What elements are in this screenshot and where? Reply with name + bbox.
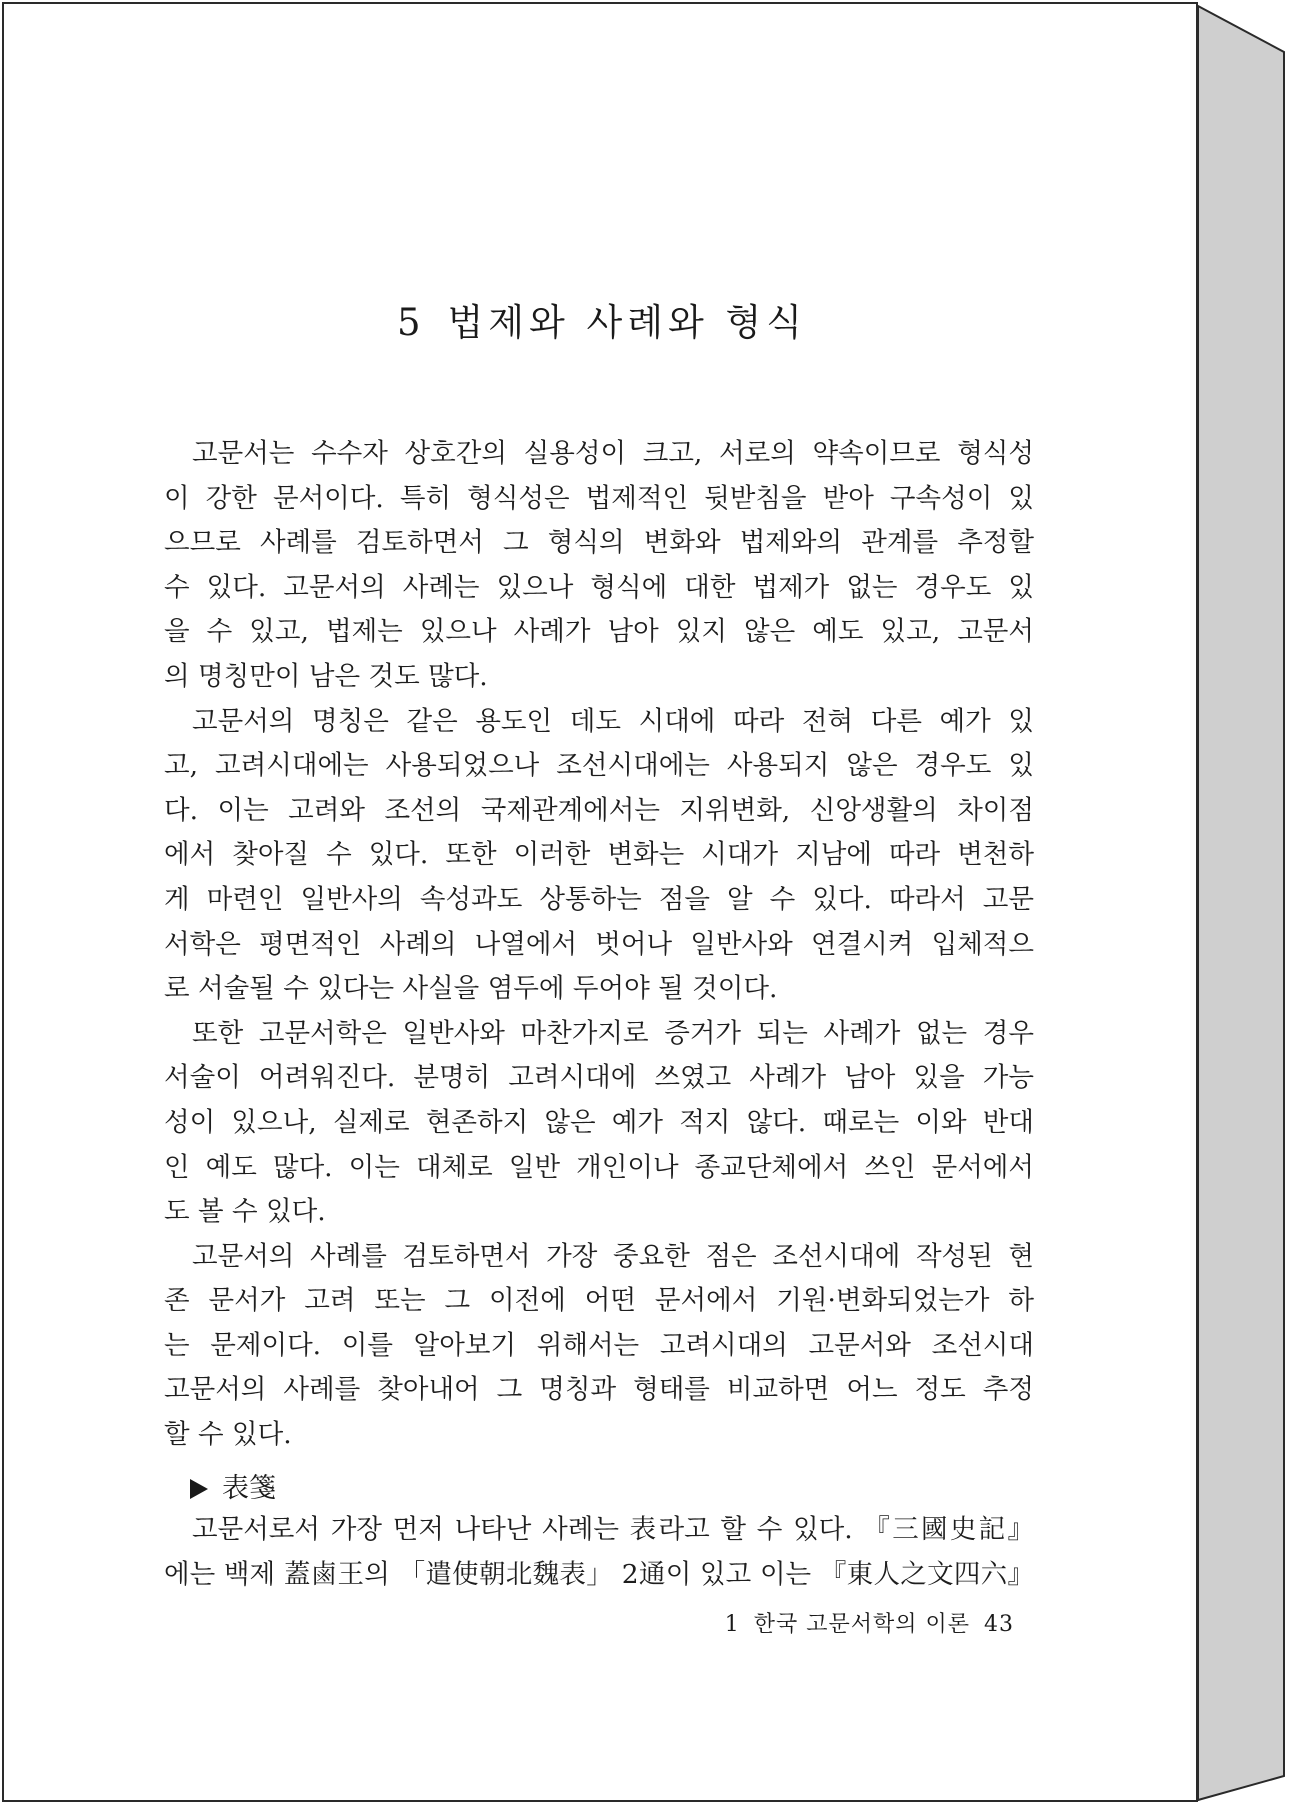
section-heading-text: 表箋 — [222, 1473, 276, 1504]
text-line: 성이 있으나, 실제로 현존하지 않은 예가 적지 않다. 때로는 이와 반대 — [164, 1106, 1034, 1138]
text-line: 을 수 있고, 법제는 있으나 사례가 남아 있지 않은 예도 있고, 고문서 — [164, 616, 1034, 648]
text-line: 는 문제이다. 이를 알아보기 위해서는 고려시대의 고문서와 조선시대 — [164, 1329, 1034, 1361]
text-line: 인 예도 많다. 이는 대체로 일반 개인이나 종교단체에서 쓰인 문서에서 — [164, 1151, 1034, 1183]
triangle-bullet-icon — [190, 1479, 208, 1499]
section-heading — [190, 1466, 276, 1505]
text-line: 의 명칭만이 남은 것도 많다. — [164, 660, 488, 692]
text-line: 으므로 사례를 검토하면서 그 형식의 변화와 법제와의 관계를 추정할 — [164, 527, 1034, 559]
text-line: 고문서의 사례를 찾아내어 그 명칭과 형태를 비교하면 어느 정도 추정 — [164, 1374, 1034, 1406]
text-line: 에는 백제 蓋鹵王의 「遣使朝北魏表」 2通이 있고 이는 『東人之文四六』 — [164, 1558, 1034, 1590]
chapter-title-text: 법제와 사례와 형식 — [447, 301, 807, 344]
text-line: 이 강한 문서이다. 특히 형식성은 법제적인 뒷받침을 받아 구속성이 있 — [164, 482, 1034, 514]
footer-chapter-name: 한국 고문서학의 이론 — [753, 1612, 970, 1637]
text-line: 할 수 있다. — [164, 1419, 292, 1451]
text-line: 또한 고문서학은 일반사와 마찬가지로 증거가 되는 사례가 없는 경우 — [192, 1017, 1034, 1049]
body-text — [164, 432, 1034, 1458]
text-line: 서술이 어려워진다. 분명히 고려시대에 쓰였고 사례가 남아 있을 가능 — [164, 1062, 1034, 1094]
text-line: 존 문서가 고려 또는 그 이전에 어떤 문서에서 기원·변화되었는가 하 — [164, 1285, 1034, 1317]
page-number: 43 — [984, 1612, 1014, 1637]
document-page — [2, 2, 1198, 1802]
text-line: 고, 고려시대에는 사용되었으나 조선시대에는 사용되지 않은 경우도 있 — [164, 750, 1034, 782]
footer-chapter-number: 1 — [724, 1612, 740, 1637]
text-line: 도 볼 수 있다. — [164, 1196, 326, 1228]
running-footer — [4, 1607, 1014, 1638]
text-line: 수 있다. 고문서의 사례는 있으나 형식에 대한 법제가 없는 경우도 있 — [164, 571, 1034, 603]
text-line: 고문서의 사례를 검토하면서 가장 중요한 점은 조선시대에 작성된 현 — [192, 1240, 1034, 1272]
text-line: 다. 이는 고려와 조선의 국제관계에서는 지위변화, 신앙생활의 차이점 — [164, 794, 1034, 826]
chapter-title — [4, 292, 1200, 346]
text-line: 로 서술될 수 있다는 사실을 염두에 두어야 될 것이다. — [164, 973, 778, 1005]
text-line: 고문서로서 가장 먼저 나타난 사례는 表라고 할 수 있다. 『三國史記』 — [192, 1514, 1034, 1545]
chapter-number: 5 — [396, 301, 426, 344]
text-line: 고문서는 수수자 상호간의 실용성이 크고, 서로의 약속이므로 형식성 — [192, 438, 1034, 469]
text-line: 고문서의 명칭은 같은 용도인 데도 시대에 따라 전혀 다른 예가 있 — [192, 705, 1034, 737]
section-body-text — [164, 1508, 1034, 1597]
text-line: 에서 찾아질 수 있다. 또한 이러한 변화는 시대가 지남에 따라 변천하 — [164, 839, 1034, 871]
text-line: 서학은 평면적인 사례의 나열에서 벗어나 일반사와 연결시켜 입체적으 — [164, 928, 1034, 960]
text-line: 게 마련인 일반사의 속성과도 상통하는 점을 알 수 있다. 따라서 고문 — [164, 883, 1034, 915]
